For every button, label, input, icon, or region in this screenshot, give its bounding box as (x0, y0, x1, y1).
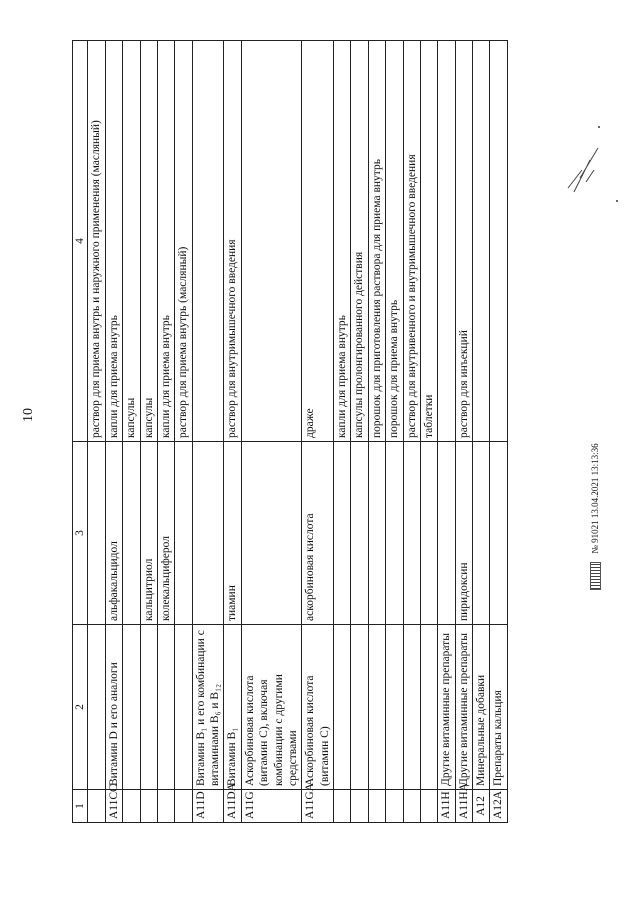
name-cell: Витамин D и его аналоги (105, 625, 122, 790)
header-col-3: 3 (73, 442, 88, 625)
name-cell (403, 625, 420, 790)
form-cell (241, 41, 302, 442)
code-cell: A11GA (302, 790, 334, 823)
table-body (88, 41, 507, 823)
name-cell: Препараты кальция (490, 625, 507, 790)
substance-cell (368, 442, 385, 625)
code-cell: A11DA (224, 790, 241, 823)
form-cell: капсулы (123, 41, 140, 442)
rotated-content (72, 40, 602, 823)
substance-cell: аскорбиновая кислота (302, 442, 334, 625)
name-cell: Витамин B₁ и его комбинации с витаминами B₆ и B₁₂ (192, 625, 224, 790)
form-cell: раствор для внутривенного и внутримышечного введения (403, 41, 420, 442)
header-col-4: 4 (73, 41, 88, 442)
code-cell: A11G (241, 790, 302, 823)
name-cell (334, 625, 351, 790)
code-cell: A11HA (455, 790, 472, 823)
header-col-1: 1 (73, 790, 88, 823)
code-cell (403, 790, 420, 823)
form-cell: капли для приема внутрь (157, 41, 174, 442)
table-row (490, 41, 507, 823)
footer-stamp (590, 350, 601, 590)
code-cell (386, 790, 403, 823)
table-row (192, 41, 224, 823)
table-row (420, 41, 437, 823)
code-cell (175, 790, 192, 823)
barcode-stamp-icon (590, 562, 601, 590)
table-row (473, 41, 490, 823)
substance-cell (351, 442, 368, 625)
substance-cell (438, 442, 455, 625)
code-cell (140, 790, 157, 823)
name-cell (351, 625, 368, 790)
name-cell: Аскорбиновая кислота (витамин C) (302, 625, 334, 790)
name-cell (368, 625, 385, 790)
code-cell (351, 790, 368, 823)
substance-cell (88, 442, 105, 625)
table-row (351, 41, 368, 823)
substance-cell: пиридоксин (455, 442, 472, 625)
form-cell: раствор для приема внутрь (масляный) (175, 41, 192, 442)
form-cell: капсулы (140, 41, 157, 442)
table-row (157, 41, 174, 823)
page-number: 10 (21, 408, 36, 422)
substance-cell (123, 442, 140, 625)
form-cell (438, 41, 455, 442)
handwritten-mark (560, 140, 610, 200)
substance-cell (175, 442, 192, 625)
name-cell: Другие витаминные препараты (455, 625, 472, 790)
substance-cell (192, 442, 224, 625)
form-cell: порошок для приготовления раствора для приема внутрь (368, 41, 385, 442)
code-cell: A12 (473, 790, 490, 823)
code-cell (123, 790, 140, 823)
code-cell (368, 790, 385, 823)
form-cell: капли для приема внутрь (105, 41, 122, 442)
substance-cell: колекальциферол (157, 442, 174, 625)
form-cell: раствор для внутримышечного введения (224, 41, 241, 442)
table-header-row (73, 41, 88, 823)
name-cell (157, 625, 174, 790)
name-cell: Витамин B₁ (224, 625, 241, 790)
doc-datetime: 13.04.2021 13:13:36 (590, 443, 600, 519)
code-cell: A11CC (105, 790, 122, 823)
form-cell: порошок для приема внутрь (386, 41, 403, 442)
name-cell (420, 625, 437, 790)
code-cell (334, 790, 351, 823)
form-cell: таблетки (420, 41, 437, 442)
form-cell: раствор для приема внутрь и наружного применения (масляный) (88, 41, 105, 442)
table-row (140, 41, 157, 823)
name-cell: Минеральные добавки (473, 625, 490, 790)
form-cell: капли для приема внутрь (334, 41, 351, 442)
doc-id: № 91021 (590, 520, 600, 554)
table-row (88, 41, 105, 823)
name-cell (88, 625, 105, 790)
substance-cell (420, 442, 437, 625)
substance-cell (241, 442, 302, 625)
name-cell: Другие витаминные препараты (438, 625, 455, 790)
form-cell: капсулы пролонгированного действия (351, 41, 368, 442)
table-row (224, 41, 241, 823)
form-cell (192, 41, 224, 442)
substance-cell (473, 442, 490, 625)
form-cell (490, 41, 507, 442)
substance-cell: кальцитриол (140, 442, 157, 625)
table-row (334, 41, 351, 823)
name-cell (386, 625, 403, 790)
substance-cell (386, 442, 403, 625)
code-cell: A11D (192, 790, 224, 823)
rotated-document (72, 40, 602, 823)
code-cell (420, 790, 437, 823)
table-row (175, 41, 192, 823)
table-row (302, 41, 334, 823)
substance-cell (403, 442, 420, 625)
substance-cell: тиамин (224, 442, 241, 625)
header-col-2: 2 (73, 625, 88, 790)
table-row (438, 41, 455, 823)
form-cell: раствор для инъекций (455, 41, 472, 442)
form-cell (473, 41, 490, 442)
code-cell: A12A (490, 790, 507, 823)
form-cell: драже (302, 41, 334, 442)
table-row (455, 41, 472, 823)
name-cell: Аскорбиновая кислота (витамин C), включая комбинации с другими средствами (241, 625, 302, 790)
table-row (105, 41, 122, 823)
name-cell (140, 625, 157, 790)
name-cell (175, 625, 192, 790)
code-cell: A11H (438, 790, 455, 823)
drug-table (72, 40, 508, 823)
substance-cell: альфакальцидол (105, 442, 122, 625)
table-row (241, 41, 302, 823)
substance-cell (334, 442, 351, 625)
name-cell (123, 625, 140, 790)
substance-cell (490, 442, 507, 625)
code-cell (157, 790, 174, 823)
table-row (368, 41, 385, 823)
table-row (386, 41, 403, 823)
code-cell (88, 790, 105, 823)
table-row (123, 41, 140, 823)
table-row (403, 41, 420, 823)
